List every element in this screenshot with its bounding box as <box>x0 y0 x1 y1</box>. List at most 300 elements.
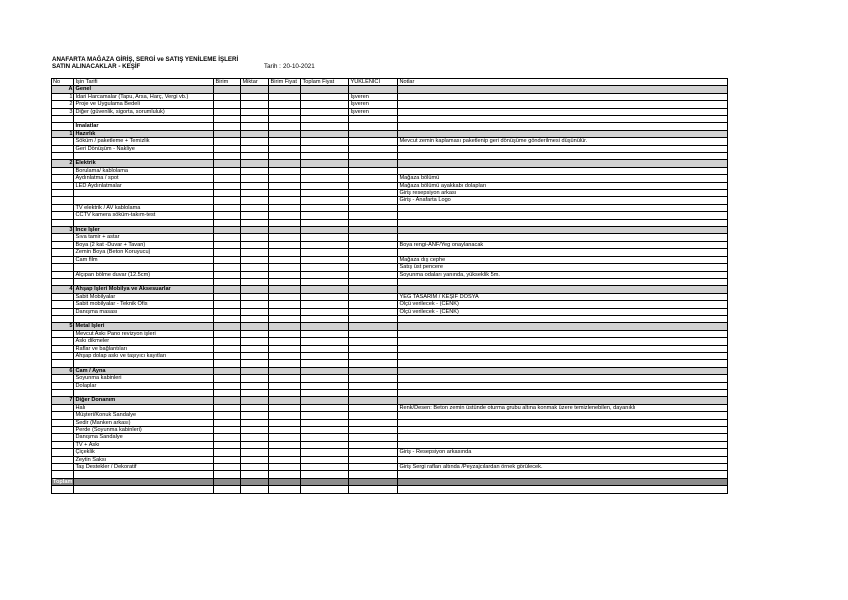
cell-description: Perde (Soyunma kabinleri) <box>74 426 214 433</box>
cell-no: 5 <box>52 323 74 330</box>
cell-unit <box>214 352 241 359</box>
cell-notes: Boya rengi-ANF/Yeg onaylanacak <box>398 241 728 248</box>
cell-no: 1 <box>52 93 74 100</box>
cell-total-price <box>301 286 349 293</box>
cell-unit-price <box>269 271 301 278</box>
cell-no: 4 <box>52 286 74 293</box>
cell-no <box>52 352 74 359</box>
cell-no <box>52 145 74 152</box>
cell-unit <box>214 278 241 285</box>
cell-contractor <box>349 212 398 219</box>
cell-contractor <box>349 271 398 278</box>
cell-total-price <box>301 190 349 197</box>
section-row <box>52 160 728 167</box>
cell-unit <box>214 182 241 189</box>
col-header-description: İşin Tarifi <box>74 79 214 86</box>
col-header-notes: Notlar <box>398 79 728 86</box>
cell-total-price <box>301 123 349 130</box>
cell-unit-price <box>269 160 301 167</box>
col-header-no: No <box>52 79 74 86</box>
cell-description <box>74 471 214 478</box>
cell-total-price <box>301 160 349 167</box>
cell-quantity <box>241 486 269 493</box>
cell-unit <box>214 212 241 219</box>
cell-unit-price <box>269 101 301 108</box>
table-row <box>52 204 728 211</box>
cell-unit-price <box>269 308 301 315</box>
cell-contractor <box>349 116 398 123</box>
cell-quantity <box>241 456 269 463</box>
cell-notes <box>398 286 728 293</box>
cell-unit <box>214 101 241 108</box>
table-row <box>52 301 728 308</box>
cell-unit-price <box>269 175 301 182</box>
cell-contractor <box>349 182 398 189</box>
cell-notes <box>398 367 728 374</box>
cell-description: İmalatlar <box>74 123 214 130</box>
cell-description: Askı dikmeler <box>74 338 214 345</box>
cell-quantity <box>241 101 269 108</box>
cell-total-price <box>301 212 349 219</box>
cell-notes <box>398 86 728 93</box>
cell-unit <box>214 190 241 197</box>
cell-description: Raflar ve bağlantıları <box>74 345 214 352</box>
cell-total-price <box>301 330 349 337</box>
cell-description: LED Aydınlatmalar <box>74 182 214 189</box>
cell-contractor <box>349 486 398 493</box>
table-row <box>52 93 728 100</box>
cell-no <box>52 449 74 456</box>
cell-total-price <box>301 456 349 463</box>
cell-unit-price <box>269 264 301 271</box>
cell-total-price <box>301 308 349 315</box>
cell-unit-price <box>269 278 301 285</box>
cell-description: Geri Dönüşüm - Nakliye <box>74 145 214 152</box>
cell-no <box>52 315 74 322</box>
col-header-total-price: Toplam Fiyat <box>301 79 349 86</box>
cell-unit <box>214 138 241 145</box>
cell-no <box>52 471 74 478</box>
cell-unit <box>214 338 241 345</box>
cell-notes <box>398 234 728 241</box>
cell-quantity <box>241 130 269 137</box>
cell-unit <box>214 93 241 100</box>
section-row <box>52 130 728 137</box>
table-row <box>52 434 728 441</box>
cell-unit-price <box>269 478 301 485</box>
cell-unit-price <box>269 338 301 345</box>
cell-no <box>52 190 74 197</box>
table-row <box>52 449 728 456</box>
cell-no <box>52 330 74 337</box>
cell-description <box>74 478 214 485</box>
table-row <box>52 153 728 160</box>
cell-description: CCTV kamera söküm-takım-test <box>74 212 214 219</box>
cell-unit <box>214 449 241 456</box>
cell-description: Müşteri/Konuk Sandalye <box>74 412 214 419</box>
cell-no <box>52 456 74 463</box>
cell-contractor: İşveren <box>349 101 398 108</box>
cell-no <box>52 464 74 471</box>
cell-unit <box>214 256 241 263</box>
cell-unit <box>214 160 241 167</box>
cell-total-price <box>301 101 349 108</box>
cell-notes <box>398 360 728 367</box>
cell-contractor <box>349 434 398 441</box>
cell-description: Hazırlık <box>74 130 214 137</box>
cell-contractor <box>349 153 398 160</box>
cell-quantity <box>241 175 269 182</box>
cell-unit <box>214 315 241 322</box>
cell-quantity <box>241 86 269 93</box>
cell-quantity <box>241 264 269 271</box>
cell-notes <box>398 486 728 493</box>
cell-quantity <box>241 278 269 285</box>
cell-total-price <box>301 338 349 345</box>
cell-total-price <box>301 130 349 137</box>
cell-total-price <box>301 271 349 278</box>
cell-unit <box>214 249 241 256</box>
cell-contractor <box>349 449 398 456</box>
cell-no <box>52 153 74 160</box>
table-row <box>52 308 728 315</box>
cell-total-price <box>301 397 349 404</box>
cell-unit-price <box>269 204 301 211</box>
table-row <box>52 138 728 145</box>
cell-notes <box>398 434 728 441</box>
cell-contractor <box>349 471 398 478</box>
cell-quantity <box>241 412 269 419</box>
cell-notes <box>398 478 728 485</box>
cell-total-price <box>301 293 349 300</box>
cell-description <box>74 197 214 204</box>
cell-description: Sabit Mobilyalar <box>74 293 214 300</box>
table-row <box>52 264 728 271</box>
table-row <box>52 486 728 493</box>
cell-unit <box>214 471 241 478</box>
cell-description: Ahşap İşleri Mobilya ve Aksesuarlar <box>74 286 214 293</box>
cell-unit <box>214 345 241 352</box>
cell-quantity <box>241 382 269 389</box>
cell-notes <box>398 204 728 211</box>
table-row <box>52 471 728 478</box>
table-row <box>52 182 728 189</box>
cell-unit <box>214 330 241 337</box>
cell-unit-price <box>269 256 301 263</box>
cell-contractor <box>349 338 398 345</box>
cell-description <box>74 360 214 367</box>
cell-unit-price <box>269 197 301 204</box>
cell-no: 2 <box>52 101 74 108</box>
cell-quantity <box>241 441 269 448</box>
cell-no <box>52 338 74 345</box>
cell-notes: Ölçü verilecek - (CENK) <box>398 308 728 315</box>
cell-description: Ahşap dolap askı ve taşıyıcı kayıtları <box>74 352 214 359</box>
cell-total-price <box>301 108 349 115</box>
cell-unit-price <box>269 486 301 493</box>
cell-total-price <box>301 249 349 256</box>
cell-unit-price <box>269 441 301 448</box>
cell-description: Sedir (Manken arkası) <box>74 419 214 426</box>
cell-unit-price <box>269 330 301 337</box>
cell-unit-price <box>269 301 301 308</box>
cell-total-price <box>301 441 349 448</box>
table-row <box>52 293 728 300</box>
cell-quantity <box>241 389 269 396</box>
cell-no <box>52 123 74 130</box>
cell-unit <box>214 204 241 211</box>
table-row <box>52 441 728 448</box>
cell-unit-price <box>269 227 301 234</box>
cell-unit <box>214 464 241 471</box>
cell-contractor <box>349 123 398 130</box>
cell-contractor <box>349 204 398 211</box>
table-row <box>52 167 728 174</box>
cell-contractor <box>349 323 398 330</box>
cell-total-price <box>301 278 349 285</box>
cell-no: 3 <box>52 108 74 115</box>
cell-unit-price <box>269 434 301 441</box>
cell-quantity <box>241 375 269 382</box>
cell-unit-price <box>269 449 301 456</box>
cell-contractor <box>349 264 398 271</box>
cell-description <box>74 315 214 322</box>
cell-notes: Satış üst pencere <box>398 264 728 271</box>
cell-unit-price <box>269 153 301 160</box>
date-label: Tarih : <box>264 63 281 70</box>
cell-contractor <box>349 278 398 285</box>
cell-notes <box>398 352 728 359</box>
cell-unit <box>214 375 241 382</box>
cell-total-price <box>301 404 349 411</box>
cell-contractor <box>349 241 398 248</box>
date-value: 20-10-2021 <box>283 63 315 70</box>
cell-notes <box>398 219 728 226</box>
cell-contractor <box>349 286 398 293</box>
cell-contractor <box>349 360 398 367</box>
cell-description: TV + Askı <box>74 441 214 448</box>
cell-total-price <box>301 227 349 234</box>
cell-no <box>52 375 74 382</box>
table-row <box>52 330 728 337</box>
cell-contractor <box>349 412 398 419</box>
cell-notes <box>398 315 728 322</box>
cell-total-price <box>301 345 349 352</box>
cell-notes <box>398 419 728 426</box>
table-row <box>52 389 728 396</box>
cell-total-price <box>301 175 349 182</box>
table-row <box>52 412 728 419</box>
cell-total-price <box>301 138 349 145</box>
cell-quantity <box>241 286 269 293</box>
cell-no <box>52 219 74 226</box>
cell-quantity <box>241 471 269 478</box>
cell-unit <box>214 434 241 441</box>
cell-quantity <box>241 249 269 256</box>
cell-unit <box>214 426 241 433</box>
cell-no <box>52 264 74 271</box>
table-body <box>52 86 728 493</box>
cell-notes <box>398 145 728 152</box>
cell-contractor <box>349 367 398 374</box>
cell-unit <box>214 456 241 463</box>
cell-description: Danışma Sandalye <box>74 434 214 441</box>
cell-contractor <box>349 308 398 315</box>
cell-description: Borulama/ kablolama <box>74 167 214 174</box>
cell-quantity <box>241 449 269 456</box>
cell-no <box>52 182 74 189</box>
cell-description: Elektrik <box>74 160 214 167</box>
cell-notes <box>398 397 728 404</box>
table-row <box>52 426 728 433</box>
table-row <box>52 190 728 197</box>
table-row <box>52 464 728 471</box>
cell-contractor <box>349 219 398 226</box>
cell-unit-price <box>269 286 301 293</box>
cell-unit-price <box>269 138 301 145</box>
cell-no <box>52 360 74 367</box>
cell-description <box>74 264 214 271</box>
cell-description <box>74 190 214 197</box>
cell-total-price <box>301 301 349 308</box>
cell-notes <box>398 108 728 115</box>
cell-contractor <box>349 426 398 433</box>
cell-unit <box>214 234 241 241</box>
cell-no <box>52 382 74 389</box>
cell-no: 7 <box>52 397 74 404</box>
table-row <box>52 315 728 322</box>
table-row <box>52 212 728 219</box>
cell-notes <box>398 116 728 123</box>
cell-notes: Mağaza bölümü ayakkabı dolapları <box>398 182 728 189</box>
table-row <box>52 352 728 359</box>
cell-description: Sabit mobilyalar - Teknik Ofis <box>74 301 214 308</box>
cell-no <box>52 167 74 174</box>
estimate-table <box>51 78 728 494</box>
col-header-unit-price: Birim Fiyat <box>269 79 301 86</box>
cell-quantity <box>241 145 269 152</box>
cell-contractor: İşveren <box>349 93 398 100</box>
cell-description <box>74 153 214 160</box>
cell-notes <box>398 382 728 389</box>
cell-contractor <box>349 345 398 352</box>
cell-contractor <box>349 293 398 300</box>
cell-quantity <box>241 293 269 300</box>
cell-quantity <box>241 153 269 160</box>
cell-quantity <box>241 330 269 337</box>
cell-unit-price <box>269 219 301 226</box>
section-row <box>52 323 728 330</box>
cell-quantity <box>241 241 269 248</box>
cell-unit <box>214 389 241 396</box>
cell-quantity <box>241 345 269 352</box>
cell-unit-price <box>269 234 301 241</box>
cell-unit <box>214 219 241 226</box>
cell-no <box>52 419 74 426</box>
cell-contractor <box>349 419 398 426</box>
cell-contractor <box>349 256 398 263</box>
cell-unit-price <box>269 389 301 396</box>
cell-description: Danışma masası <box>74 308 214 315</box>
document-title: ANAFARTA MAĞAZA GİRİŞ, SERGİ ve SATIŞ YENİLEME İŞLERİ <box>52 56 239 63</box>
cell-description: Cam film <box>74 256 214 263</box>
cell-quantity <box>241 138 269 145</box>
cell-total-price <box>301 412 349 419</box>
cell-unit-price <box>269 116 301 123</box>
cell-notes: Mevcut zemin kaplaması paketlenip geri dönüşüme gönderilmesi düşünülür. <box>398 138 728 145</box>
cell-unit-price <box>269 464 301 471</box>
cell-no <box>52 138 74 145</box>
cell-contractor <box>349 301 398 308</box>
cell-unit <box>214 175 241 182</box>
cell-description <box>74 389 214 396</box>
table-row <box>52 101 728 108</box>
cell-no: 6 <box>52 367 74 374</box>
table-row <box>52 419 728 426</box>
cell-contractor <box>349 249 398 256</box>
cell-total-price <box>301 352 349 359</box>
col-header-unit: Birim <box>214 79 241 86</box>
cell-total-price <box>301 116 349 123</box>
cell-contractor <box>349 389 398 396</box>
cell-description: Zemin Boya (Beton Koruyucu) <box>74 249 214 256</box>
cell-contractor <box>349 315 398 322</box>
table-row <box>52 197 728 204</box>
cell-notes: YEG TASARIM / KEŞİF DOSYA <box>398 293 728 300</box>
cell-no <box>52 434 74 441</box>
table-row <box>52 278 728 285</box>
table-row <box>52 360 728 367</box>
cell-notes <box>398 456 728 463</box>
cell-no: 2 <box>52 160 74 167</box>
cell-description: Aydınlatma / spot <box>74 175 214 182</box>
cell-no <box>52 249 74 256</box>
cell-total-price <box>301 323 349 330</box>
cell-total-price <box>301 389 349 396</box>
cell-unit-price <box>269 315 301 322</box>
cell-unit-price <box>269 345 301 352</box>
cell-description: Mevcut Askı Pano revizyon işleri <box>74 330 214 337</box>
cell-description: Diğer Donanım <box>74 397 214 404</box>
cell-contractor <box>349 330 398 337</box>
cell-unit <box>214 264 241 271</box>
cell-total-price <box>301 360 349 367</box>
cell-contractor <box>349 197 398 204</box>
cell-unit-price <box>269 190 301 197</box>
cell-description: Zeytin Saksı <box>74 456 214 463</box>
cell-no <box>52 301 74 308</box>
cell-description: Cam / Ayna <box>74 367 214 374</box>
cell-no <box>52 204 74 211</box>
cell-total-price <box>301 367 349 374</box>
table-row <box>52 382 728 389</box>
cell-notes <box>398 389 728 396</box>
cell-total-price <box>301 241 349 248</box>
cell-unit-price <box>269 86 301 93</box>
cell-notes <box>398 101 728 108</box>
cell-no <box>52 278 74 285</box>
cell-contractor <box>349 160 398 167</box>
cell-unit <box>214 367 241 374</box>
table-row <box>52 404 728 411</box>
cell-unit <box>214 153 241 160</box>
table-row <box>52 116 728 123</box>
cell-total-price <box>301 167 349 174</box>
cell-unit-price <box>269 293 301 300</box>
cell-no <box>52 426 74 433</box>
cell-quantity <box>241 182 269 189</box>
cell-quantity <box>241 323 269 330</box>
